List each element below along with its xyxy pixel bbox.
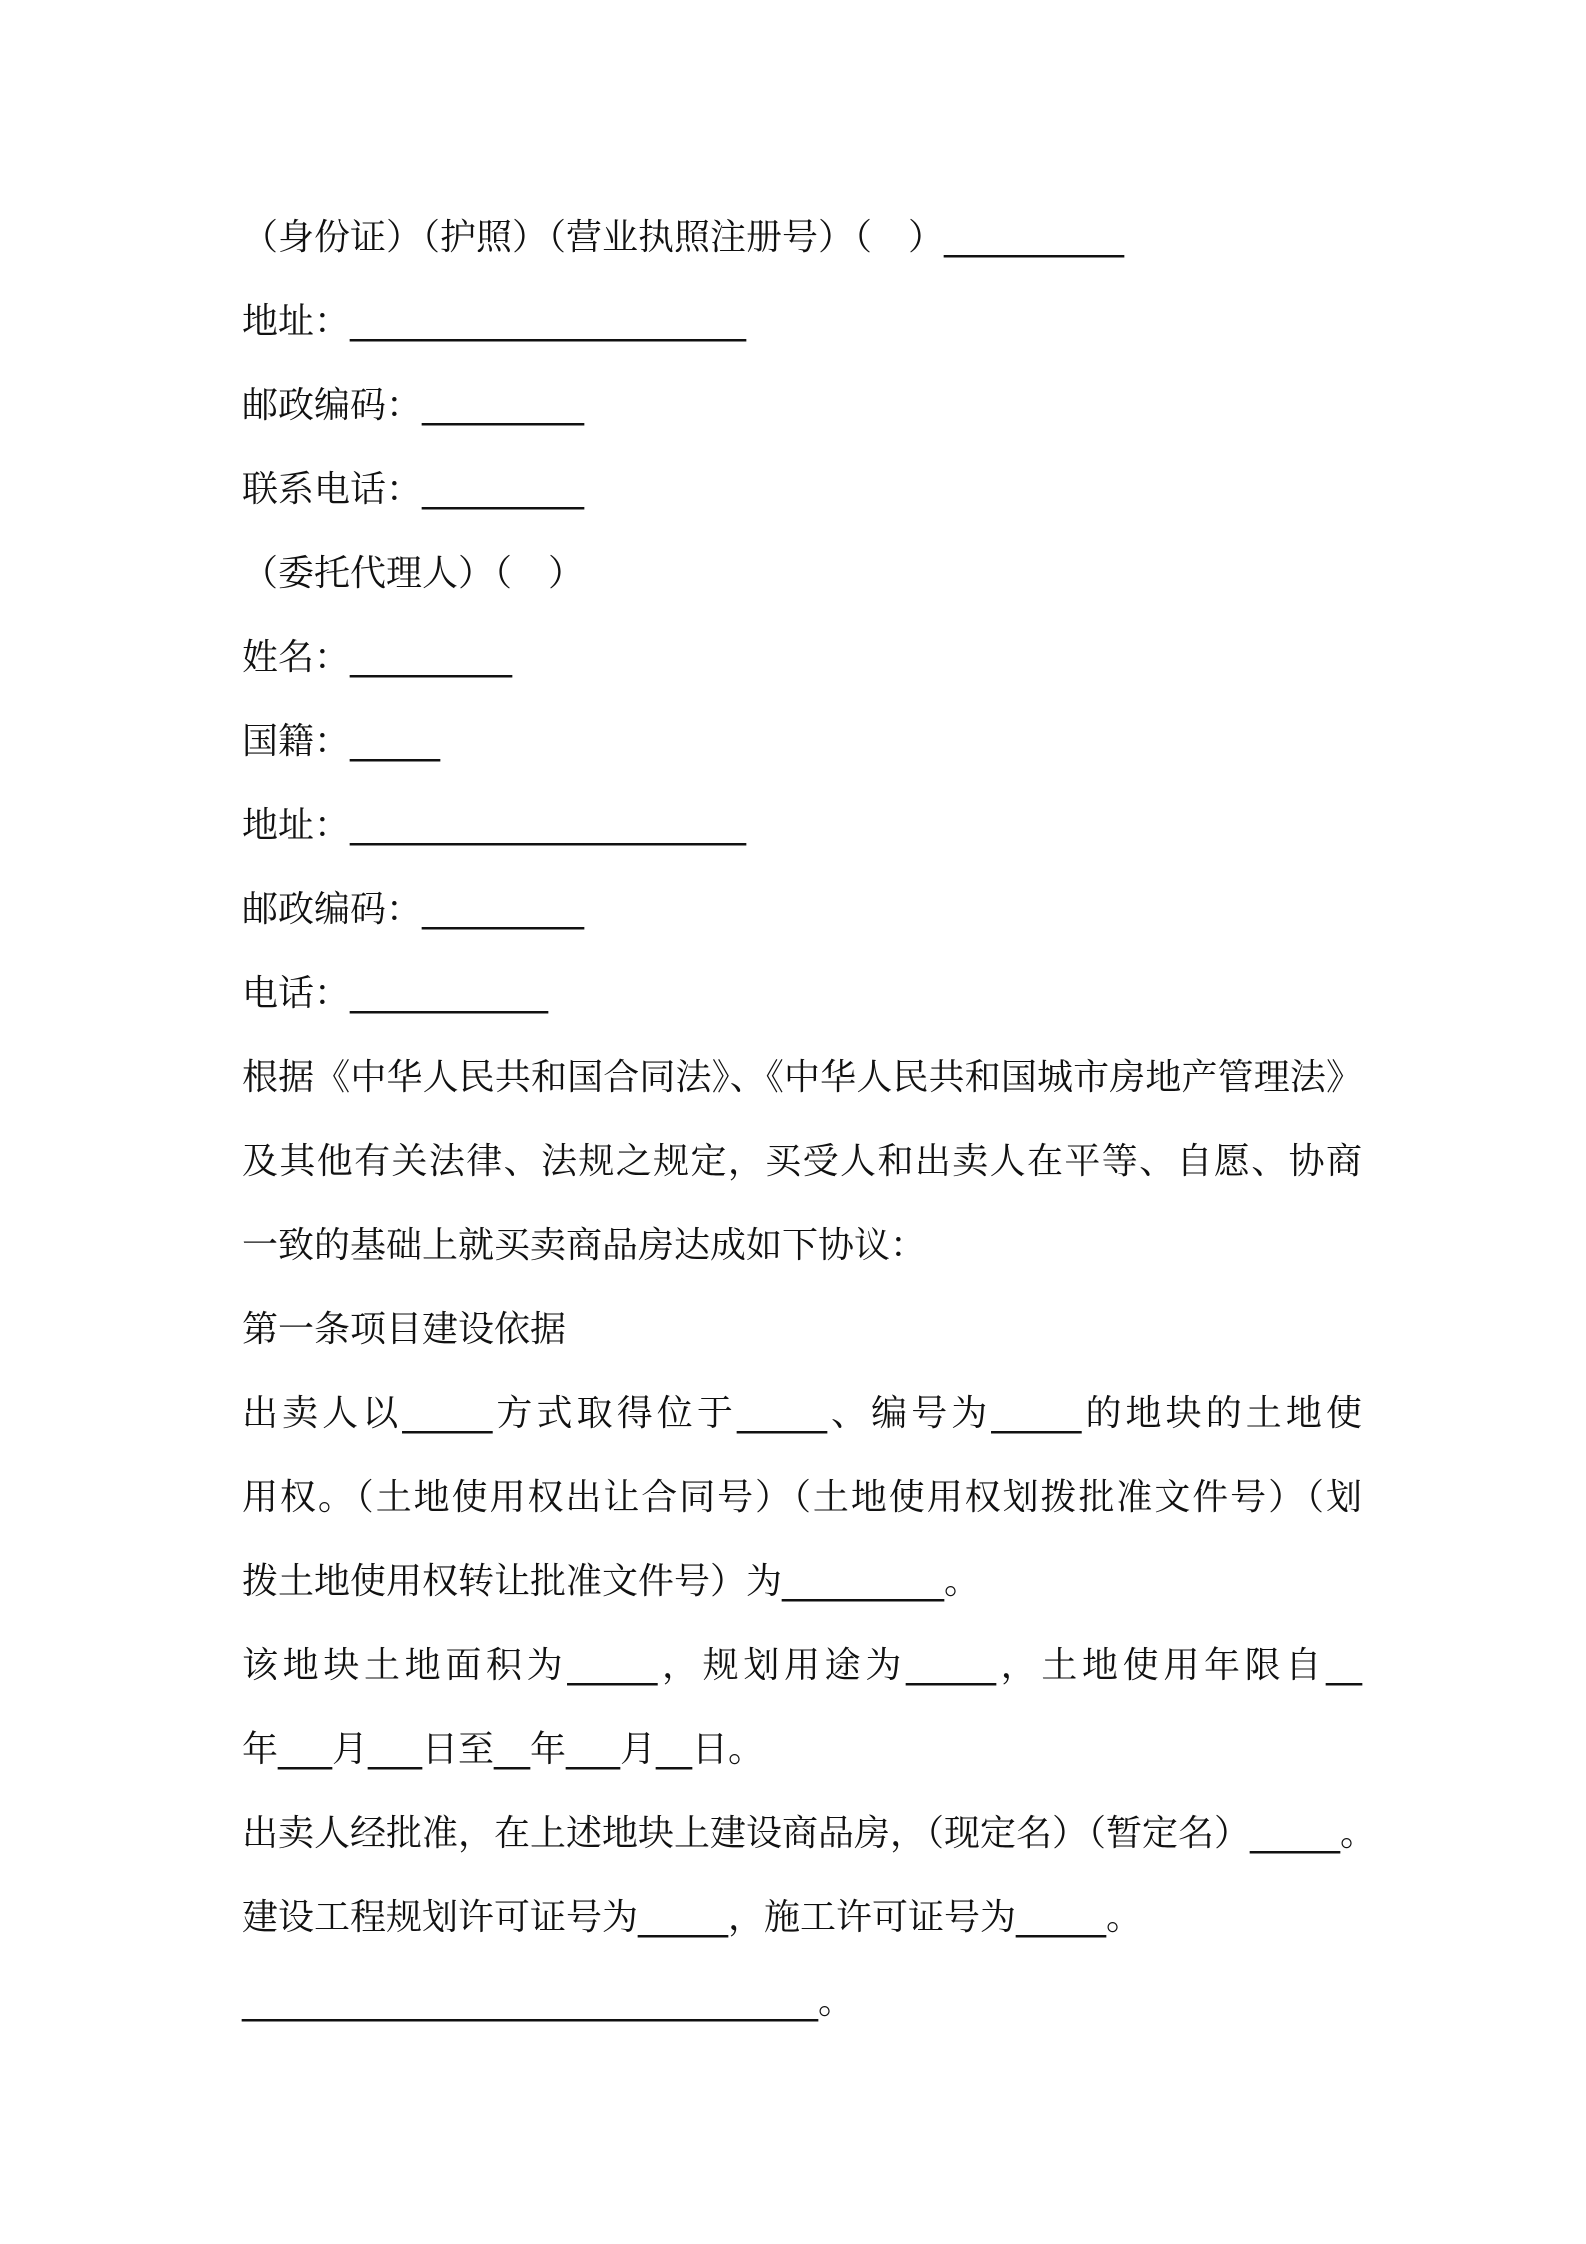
preamble-line-2: 及其他有关法律、法规之规定，买受人和出卖人在平等、自愿、协商	[242, 1141, 1362, 1182]
project-name-line: 出卖人经批准，在上述地块上建设商品房，（现定名）（暂定名）_____。	[242, 1813, 1377, 1854]
agent-address-line: 地址：______________________	[242, 805, 747, 846]
agent-name-line: 姓名：_________	[242, 637, 513, 678]
article-one-line-3: 拨土地使用权转让批准文件号）为_________。	[242, 1561, 981, 1602]
agent-heading-line: （委托代理人）（ ）	[242, 553, 585, 594]
permit-number-line: 建设工程规划许可证号为_____，施工许可证号为_____。	[242, 1897, 1143, 1938]
article-one-line-2: 用权。（土地使用权出让合同号）（土地使用权划拨批准文件号）（划	[242, 1477, 1362, 1518]
postal-code-line: 邮政编码：_________	[242, 385, 585, 426]
agent-postal-code-line: 邮政编码：_________	[242, 889, 585, 930]
address-line: 地址：______________________	[242, 301, 747, 342]
contact-phone-line: 联系电话：_________	[242, 469, 585, 510]
article-one-line-1: 出卖人以_____方式取得位于_____、编号为_____的地块的土地使	[242, 1393, 1362, 1434]
blank-fill-line: ________________________________。	[242, 1981, 854, 2022]
article-one-heading: 第一条项目建设依据	[242, 1309, 567, 1350]
land-area-line-1: 该地块土地面积为_____，规划用途为_____，土地使用年限自__	[242, 1645, 1362, 1686]
document-body	[242, 196, 1377, 2044]
agent-nationality-line: 国籍：_____	[242, 721, 441, 762]
preamble-line-1: 根据《中华人民共和国合同法》、《中华人民共和国城市房地产管理法》	[242, 1057, 1362, 1098]
preamble-line-3: 一致的基础上就买卖商品房达成如下协议：	[242, 1225, 927, 1266]
land-area-line-2: 年___月___日至__年___月__日。	[242, 1729, 765, 1770]
agent-phone-line: 电话：___________	[242, 973, 549, 1014]
id-type-line: （身份证）（护照）（营业执照注册号）（ ）__________	[242, 217, 1125, 258]
